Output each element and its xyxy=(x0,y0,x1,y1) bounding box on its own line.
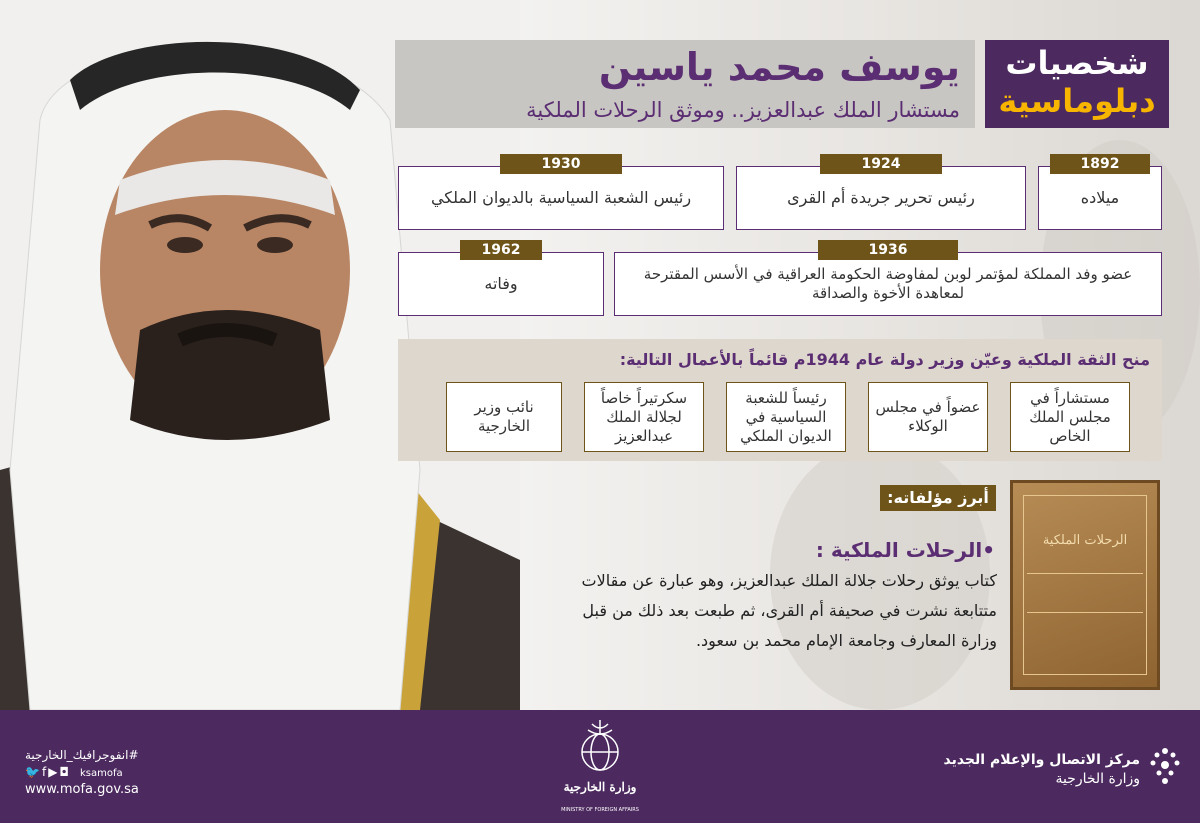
series-logo xyxy=(985,40,1169,128)
ministry-name-ar: وزارة الخارجية xyxy=(563,780,637,794)
duty-item: عضواً في مجلس الوكلاء xyxy=(868,382,988,452)
book-title: •الرحلات الملكية : xyxy=(815,538,995,562)
person-subtitle: مستشار الملك عبدالعزيز.. وموثق الرحلات الملكية xyxy=(526,98,960,122)
duty-item: رئيساً للشعبة السياسية في الديوان الملكي xyxy=(726,382,846,452)
duty-item: سكرتيراً خاصاً لجلالة الملك عبدالعزيز xyxy=(584,382,704,452)
year-badge-1936: 1936 xyxy=(818,240,958,260)
year-badge-1930: 1930 xyxy=(500,154,622,174)
year-badge-1892: 1892 xyxy=(1050,154,1150,174)
timeline-item-1930 xyxy=(398,166,724,230)
book-cover-lines xyxy=(1027,573,1143,613)
youtube-icon[interactable]: ▶ xyxy=(48,765,60,779)
duty-item: مستشاراً في مجلس الملك الخاص xyxy=(1010,382,1130,452)
year-badge-1962: 1962 xyxy=(460,240,542,260)
timeline-item-1892 xyxy=(1038,166,1162,230)
timeline-text: وفاته xyxy=(484,274,518,293)
duty-item: نائب وزير الخارجية xyxy=(446,382,562,452)
timeline-text: عضو وفد المملكة لمؤتمر لوبن لمفاوضة الحكومة العراقية في الأسس المقترحة لمعاهدة الأخوة والصداقة xyxy=(643,265,1133,302)
instagram-icon[interactable]: ◘ xyxy=(59,765,71,779)
timeline-text: رئيس تحرير جريدة أم القرى xyxy=(787,188,975,207)
center-ministry: وزارة الخارجية xyxy=(1055,771,1140,787)
year-badge-1924: 1924 xyxy=(820,154,942,174)
social-handle: ksamofa xyxy=(80,768,123,779)
website-link[interactable]: www.mofa.gov.sa xyxy=(25,782,139,797)
person-name: يوسف محمد ياسين xyxy=(598,45,960,89)
timeline-text: رئيس الشعبة السياسية بالديوان الملكي xyxy=(430,188,692,207)
timeline-item-1962 xyxy=(398,252,604,316)
twitter-icon[interactable]: 🐦 xyxy=(25,765,42,779)
series-logo-line2: دبلوماسية xyxy=(998,82,1156,120)
facebook-icon[interactable]: f xyxy=(41,765,49,779)
social-icons xyxy=(25,765,71,779)
timeline-item-1936 xyxy=(614,252,1162,316)
logo-star-icon xyxy=(1148,745,1182,789)
ministry-emblem-icon xyxy=(570,718,630,778)
hashtag: #انفوجرافيك_الخارجية xyxy=(25,748,139,762)
book-cover-title: الرحلات الملكية xyxy=(1042,533,1128,548)
book-cover-image xyxy=(1010,480,1160,690)
series-logo-line1: شخصيات xyxy=(1005,44,1149,82)
center-name: مركز الاتصال والإعلام الجديد xyxy=(943,752,1140,768)
works-label: أبرز مؤلفاته: xyxy=(880,485,996,511)
timeline-item-1924 xyxy=(736,166,1026,230)
timeline-text: ميلاده xyxy=(1080,188,1120,207)
book-description: كتاب يوثق رحلات جلالة الملك عبدالعزيز، وهو عبارة عن مقالات متتابعة نشرت في صحيفة أم القرى، ثم طبعت بعد ذلك من قبل وزارة المعارف وجامعة الإمام محمد بن سعود. xyxy=(581,571,997,650)
duties-title: منح الثقة الملكية وعيّن وزير دولة عام 1944م قائماً بالأعمال التالية: xyxy=(619,350,1150,369)
ministry-name-en: MINISTRY OF FOREIGN AFFAIRS xyxy=(561,807,639,813)
